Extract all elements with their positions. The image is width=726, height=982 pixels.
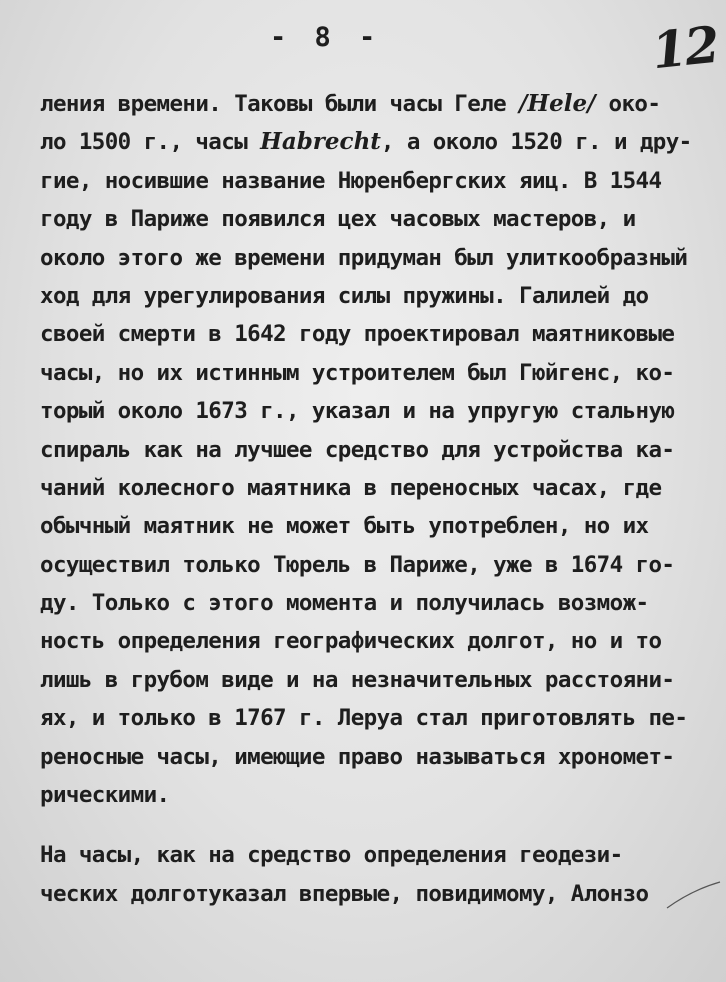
text-line-3: гие, носившие название Нюренбергских яиц. В 1544 <box>40 167 662 194</box>
text-line-21: ческих долготуказал впервые, повидимому, Алонзо <box>40 880 649 907</box>
text-line-4: году в Париже появился цех часовых мастеров, и <box>40 206 636 233</box>
text-segment: ления времени. Таковы были часы Геле <box>40 91 520 117</box>
text-segment: , а около 1520 г. и дру- <box>380 129 692 156</box>
text-line-19: рическими. <box>40 782 170 809</box>
text-line-12: обычный маятник не может быть употреблен, но их <box>40 513 649 540</box>
text-line-2 <box>40 123 700 161</box>
page-number: - 8 - <box>270 22 382 53</box>
typewritten-body <box>40 85 700 913</box>
text-line-18: реносные часы, имеющие право называться хрономет- <box>40 743 675 770</box>
text-line-14: ду. Только с этого момента и получилась возмож- <box>40 590 649 617</box>
text-line-11: чаний колесного маятника в переносных часах, где <box>40 474 662 501</box>
handwritten-folio-number: 12 <box>649 14 721 81</box>
text-line-15: ность определения географических долгот, но и то <box>40 628 662 655</box>
text-line-17: ях, и только в 1767 г. Леруа стал приготовлять пе- <box>40 705 688 732</box>
text-line-20: На часы, как на средство определения геодези- <box>40 842 623 869</box>
text-line-10: спираль как на лучшее средство для устройства ка- <box>40 436 675 463</box>
text-line-1 <box>40 85 700 123</box>
text-line-13: осуществил только Тюрель в Париже, уже в 1674 го- <box>40 551 675 578</box>
text-segment: око- <box>595 91 661 117</box>
handwritten-insertion: Habrecht <box>260 128 381 156</box>
text-line-5: около этого же времени придуман был улиткообразный <box>40 244 688 271</box>
pencil-mark <box>662 880 722 910</box>
text-line-6: ход для урегулирования силы пружины. Галилей до <box>40 282 649 309</box>
text-line-9: торый около 1673 г., указал и на упругую стальную <box>40 398 675 425</box>
text-line-16: лишь в грубом виде и на незначительных расстояни- <box>40 666 675 693</box>
text-line-8: часы, но их истинным устроителем был Гюйгенс, ко- <box>40 359 675 386</box>
text-line-7: своей смерти в 1642 году проектировал маятниковые <box>40 321 675 348</box>
text-segment: ло 1500 г., часы <box>40 129 261 156</box>
handwritten-insertion: /Hele/ <box>519 90 596 117</box>
